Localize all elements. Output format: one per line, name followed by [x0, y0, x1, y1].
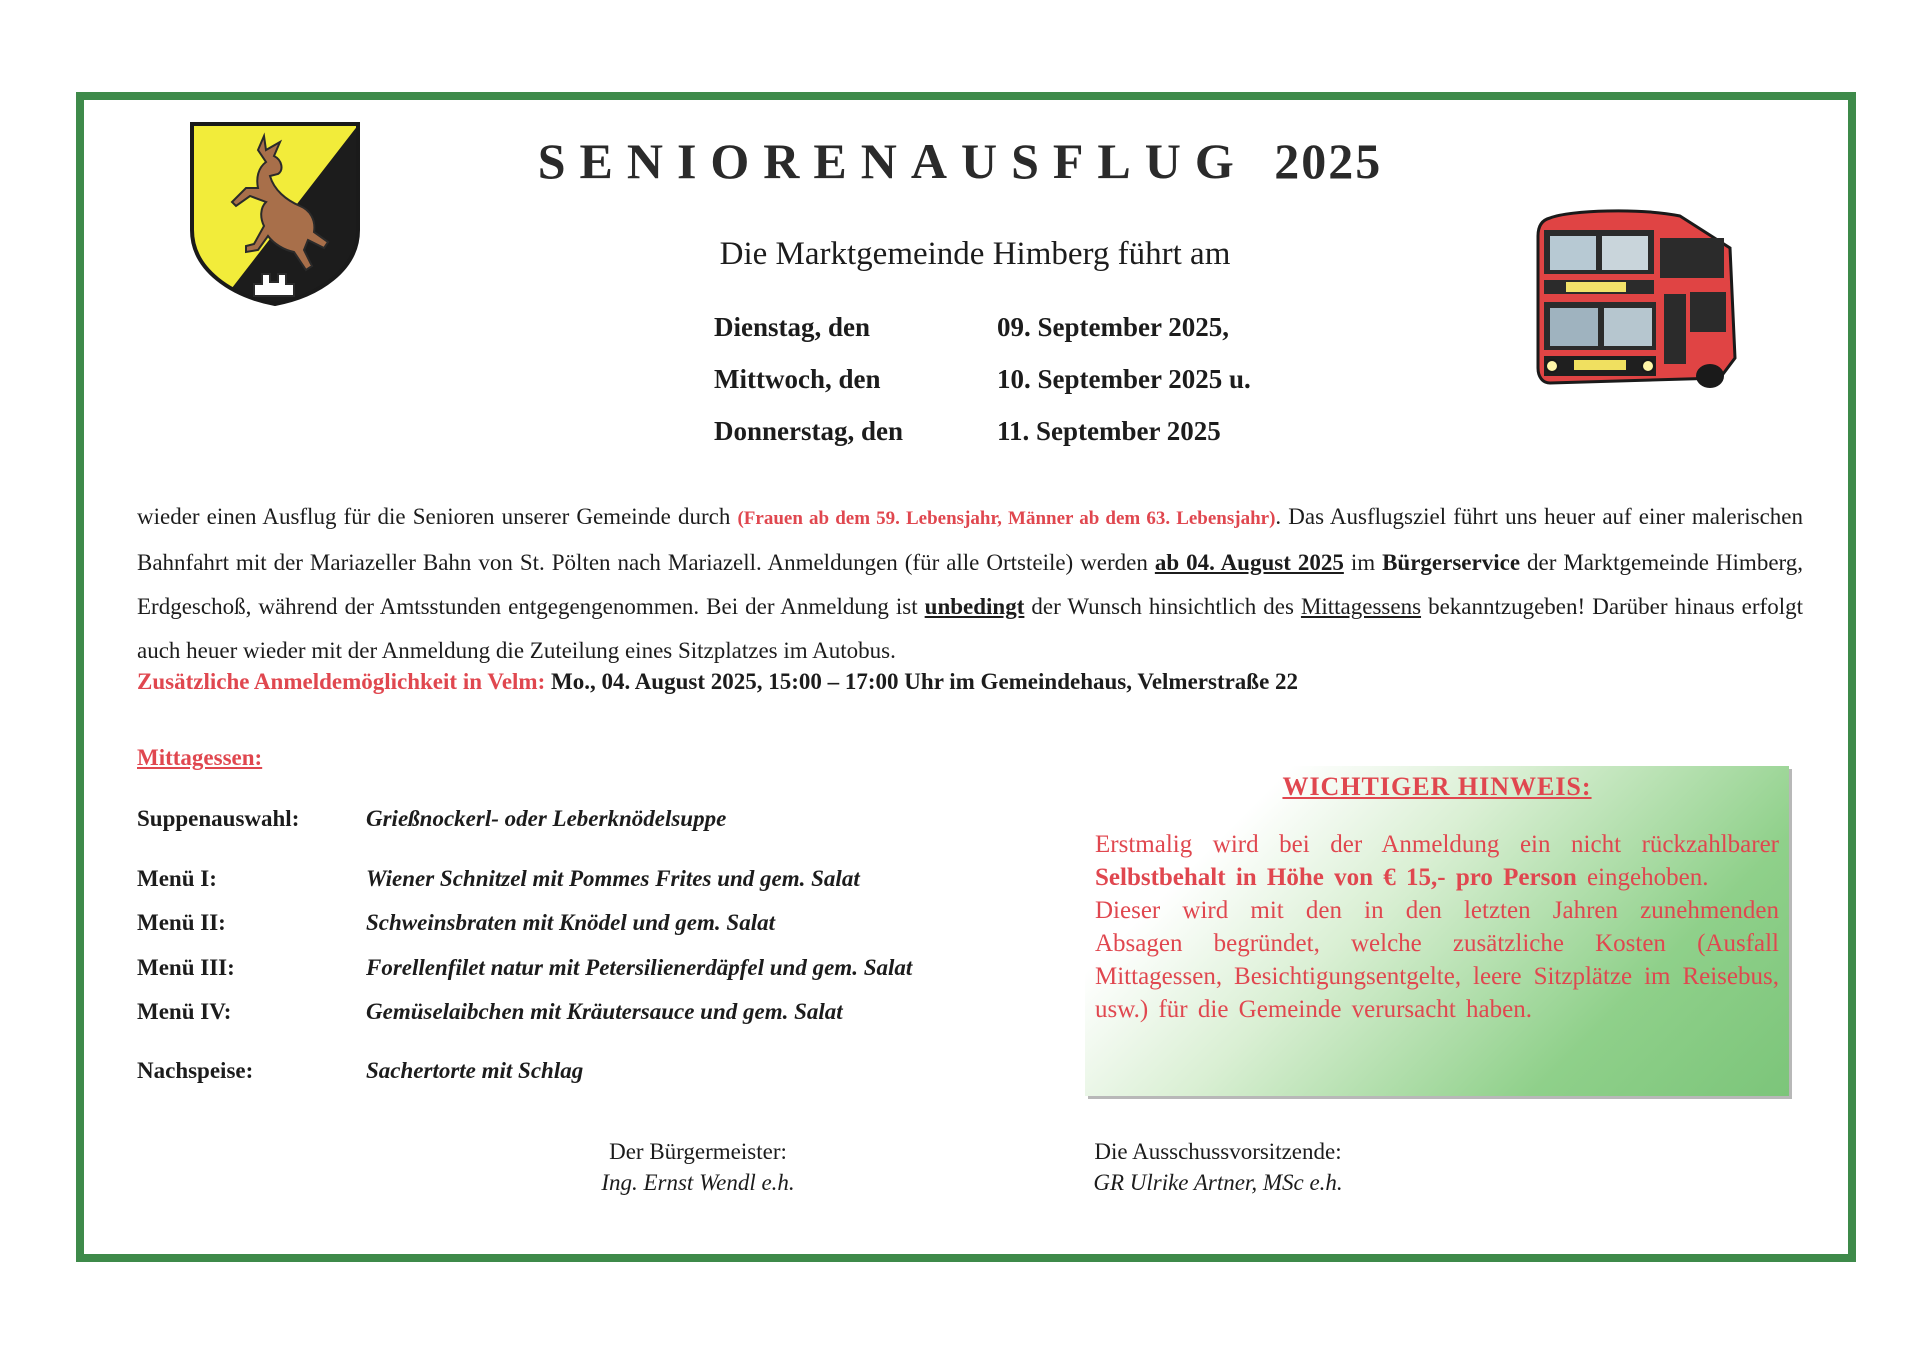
page-title	[0, 132, 1920, 190]
menu-label: Suppenauswahl:	[137, 806, 300, 831]
title-main: SENIORENAUSFLUG	[537, 133, 1248, 189]
velm-details: Mo., 04. August 2025, 15:00 – 17:00 Uhr im Gemeindehaus, Velmerstraße 22	[545, 669, 1299, 694]
date-value: 11. September 2025	[997, 416, 1221, 446]
chair-name: GR Ulrike Artner, MSc e.h.	[1093, 1170, 1343, 1195]
emphasis-unbedingt: unbedingt	[924, 594, 1025, 619]
menu-item	[137, 955, 912, 981]
menu-label: Menü II:	[137, 910, 226, 935]
mayor-name: Ing. Ernst Wendl e.h.	[601, 1170, 795, 1195]
intro-text: im	[1343, 550, 1383, 575]
notice-text-part: eingehoben.	[1576, 864, 1709, 891]
menu-value: Schweinsbraten mit Knödel und gem. Salat	[366, 910, 775, 935]
intro-text: bekanntzugeben! Darüber hinaus erfolgt auch heuer wieder mit der Anmeldung die Zuteilung eines Sitzplatzes im Autobus.	[137, 594, 1803, 663]
subtitle: Die Marktgemeinde Himberg führt am	[719, 236, 1231, 272]
menu-label: Nachspeise:	[137, 1058, 254, 1083]
date-value: 10. September 2025 u.	[997, 364, 1251, 394]
mayor-title: Der Bürgermeister:	[609, 1139, 787, 1164]
menu-label: Menü IV:	[137, 999, 232, 1024]
menu-value: Gemüselaibchen mit Kräutersauce und gem. Salat	[366, 999, 843, 1024]
registration-date: ab 04. August 2025	[1154, 550, 1344, 575]
menu-label: Menü III:	[137, 955, 235, 980]
mayor-signature	[548, 1136, 848, 1198]
title-year: 2025	[1274, 133, 1383, 189]
trip-dates	[714, 312, 1251, 468]
menu-value: Sachertorte mit Schlag	[366, 1058, 584, 1083]
age-requirement: (Frauen ab dem 59. Lebensjahr, Männer ab dem 63. Lebensjahr)	[737, 508, 1276, 529]
menu-item	[137, 910, 775, 936]
date-day: Mittwoch, den	[714, 364, 881, 394]
date-row	[714, 312, 1251, 364]
notice-text-part: Erstmalig wird bei der Anmeldung ein nicht rückzahlbarer	[1095, 831, 1779, 858]
velm-registration	[137, 669, 1298, 695]
date-row	[714, 416, 1251, 468]
lunch-word: Mittagessens	[1300, 594, 1422, 619]
intro-text: . Das Ausflugsziel führt uns heuer auf einer malerischen Bahnfahrt mit der Mariazeller Bahn von St. Pölten nach Mariazell. Anmeldungen (für alle Ortsteile) werden	[137, 504, 1804, 575]
notice-fee: Selbstbehalt in Höhe von € 15,- pro Person	[1095, 864, 1577, 891]
date-row	[714, 364, 1251, 416]
menu-value: Grießnockerl- oder Leberknödelsuppe	[366, 806, 727, 831]
menu-item	[137, 866, 860, 892]
menu-label: Menü I:	[137, 866, 217, 891]
notice-text	[1095, 828, 1779, 1026]
menu-item	[137, 1058, 583, 1084]
date-day: Donnerstag, den	[714, 416, 904, 446]
intro-text: wieder einen Ausflug für die Senioren unserer Gemeinde durch	[137, 504, 738, 529]
menu-value: Forellenfilet natur mit Petersilienerdäpfel und gem. Salat	[366, 955, 913, 980]
menu-heading: Mittagessen:	[137, 745, 263, 770]
date-day: Dienstag, den	[714, 312, 871, 342]
velm-label: Zusätzliche Anmeldemöglichkeit in Velm:	[137, 669, 546, 694]
menu-item	[137, 999, 843, 1025]
notice-heading: WICHTIGER HINWEIS:	[1282, 772, 1592, 801]
important-notice-box	[1085, 766, 1789, 1096]
intro-text: der Marktgemeinde Himberg, Erdgeschoß, während der Amtsstunden entgegengenommen. Bei der Anmeldung ist	[137, 550, 1804, 619]
date-value: 09. September 2025,	[997, 312, 1229, 342]
chair-signature	[1038, 1136, 1398, 1198]
chair-title: Die Ausschussvorsitzende:	[1094, 1139, 1342, 1164]
menu-item	[137, 806, 726, 832]
office-name: Bürgerservice	[1382, 550, 1521, 575]
intro-paragraph	[137, 495, 1803, 673]
menu-value: Wiener Schnitzel mit Pommes Frites und gem. Salat	[366, 866, 860, 891]
notice-text-part: Dieser wird mit den in den letzten Jahren zunehmenden Absagen begründet, welche zusätzliche Kosten (Ausfall Mittagessen, Besichtigungsentgelte, leere Sitzplätze im Reisebus, usw.) für die Gemeinde verursacht haben.	[1095, 897, 1779, 1023]
intro-text: der Wunsch hinsichtlich des	[1024, 594, 1301, 619]
